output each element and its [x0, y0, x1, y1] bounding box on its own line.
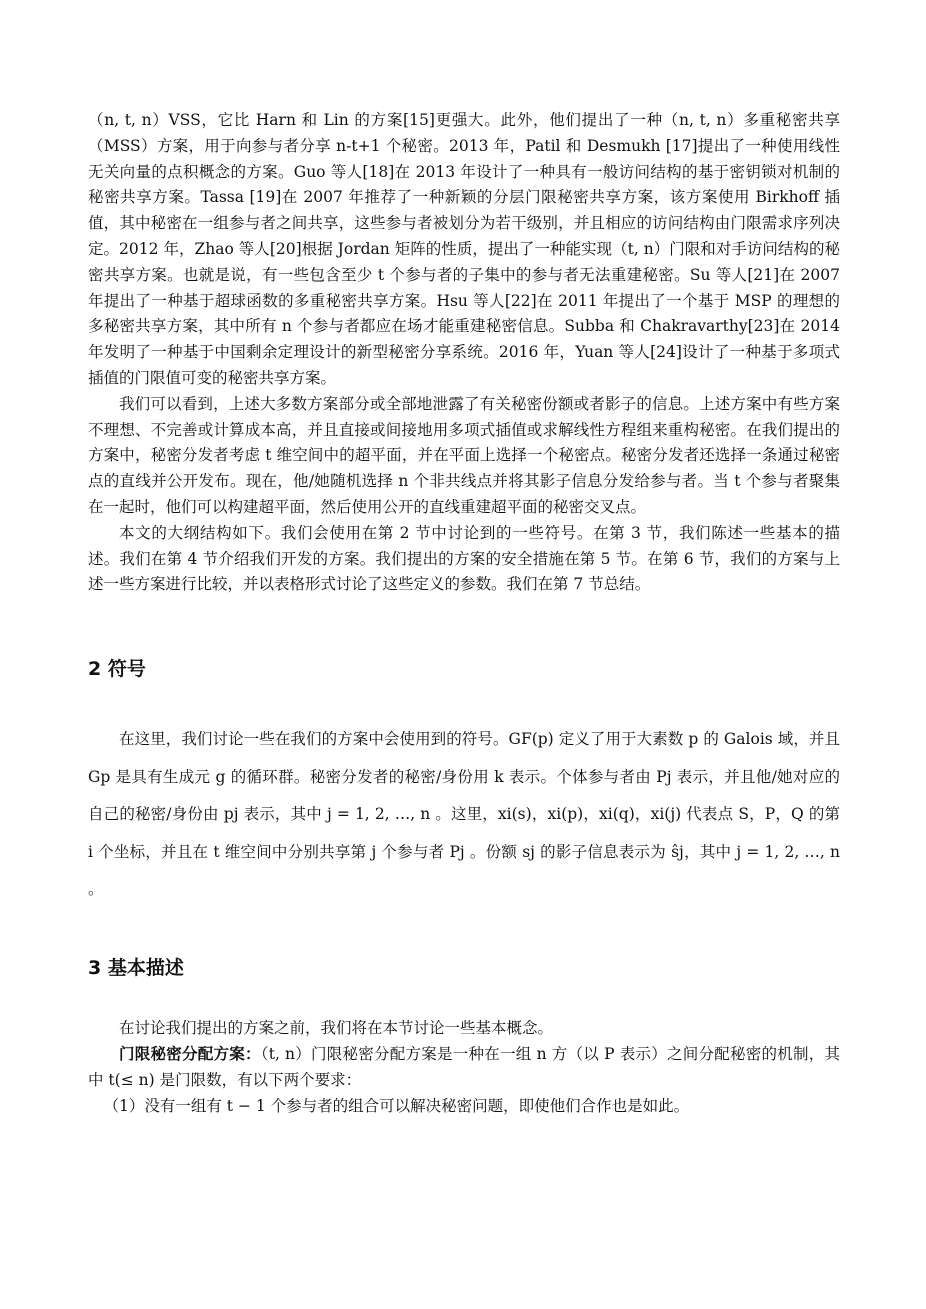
intro-paragraph-2: 我们可以看到，上述大多数方案部分或全部地泄露了有关秘密份额或者影子的信息。上述方案中有些方案不理想、不完善或计算成本高，并且直接或间接地用多项式插值或求解线性方程组来重构秘密。在我们提出的方案中，秘密分发者考虑 t 维空间中的超平面，并在平面上选择一个秘密点。秘密分发者还选择一条通过秘密点的直线并公开发布。现在，他/她随机选择 n 个非共线点并将其影子信息分发给参与者。当 t 个参与者聚集在一起时，他们可以构建超平面，然后使用公开的直线重建超平面的秘密交叉点。: [88, 394, 840, 516]
intro-paragraph-1: （n, t, n）VSS，它比 Harn 和 Lin 的方案[15]更强大。此外，他们提出了一种（n, t, n）多重秘密共享（MSS）方案，用于向参与者分享 n-t+1 个秘密。2013 年，Patil 和 Desmukh [17]提出了一种使用线性无关向量的点积概念的方案。Guo 等人[18]在 2013 年设计了一种具有一般访问结构的基于密钥锁对机制的秘密共享方案。Tassa [19]在 2007 年推荐了一种新颖的分层门限秘密共享方案，该方案使用 Birkhoff 插值，其中秘密在一组参与者之间共享，这些参与者被划分为若干级别，并且相应的访问结构由门限需求序列决定。2012 年，Zhao 等人[20]根据 Jordan 矩阵的性质，提出了一种能实现（t, n）门限和对手访问结构的秘密共享方案。也就是说，有一些包含至少 t 个参与者的子集中的参与者无法重建秘密。Su 等人[21]在 2007 年提出了一种基于超球函数的多重秘密共享方案。Hsu 等人[22]在 2011 年提出了一个基于 MSP 的理想的多秘密共享方案，其中所有 n 个参与者都应在场才能重建秘密信息。Subba 和 Chakravarthy[23]在 2014 年发明了一种基于中国剩余定理设计的新型秘密分享系统。2016 年，Yuan 等人[24]设计了一种基于多项式插值的门限值可变的秘密共享方案。: [88, 111, 840, 387]
requirement-item-1: （1）没有一组有 t − 1 个参与者的组合可以解决秘密问题，即使他们合作也是如此。: [103, 1097, 690, 1116]
section-2-heading: 2 符号: [88, 658, 146, 681]
section-3-body: [88, 1016, 840, 1120]
section-2-paragraph: 在这里，我们讨论一些在我们的方案中会使用到的符号。GF(p) 定义了用于大素数 p 的 Galois 域，并且 Gp 是具有生成元 g 的循环群。秘密分发者的秘密/身份用 k 表示。个体参与者由 Pj 表示，并且他/她对应的自己的秘密/身份由 pj 表示，其中 j = 1, 2, …, n 。这里，xi(s)，xi(p)，xi(q)，xi(j) 代表点 S，P，Q 的第 i 个坐标，并且在 t 维空间中分别共享第 j 个参与者 Pj 。份额 sj 的影子信息表示为 ŝj，其中 j = 1, 2, …, n 。: [88, 730, 840, 899]
section-2-body: [88, 721, 840, 909]
intro-paragraph-3: 本文的大纲结构如下。我们会使用在第 2 节中讨论到的一些符号。在第 3 节，我们陈述一些基本的描述。我们在第 4 节介绍我们开发的方案。我们提出的方案的安全措施在第 5 节。在第 6 节，我们的方案与上述一些方案进行比较，并以表格形式讨论了这些定义的参数。我们在第 7 节总结。: [88, 523, 840, 594]
definition-text: （t, n）门限秘密分配方案是一种在一组 n 方（以 P 表示）之间分配秘密的机制，其中 t(≤ n) 是门限数，有以下两个要求：: [88, 1045, 840, 1090]
section-3-paragraph-1: 在讨论我们提出的方案之前，我们将在本节讨论一些基本概念。: [119, 1018, 554, 1037]
section-3-paragraph-2: [88, 1041, 840, 1094]
definition-term: 门限秘密分配方案：: [119, 1044, 261, 1064]
section-3-heading: 3 基本描述: [88, 956, 184, 979]
page-content: [88, 108, 840, 1120]
